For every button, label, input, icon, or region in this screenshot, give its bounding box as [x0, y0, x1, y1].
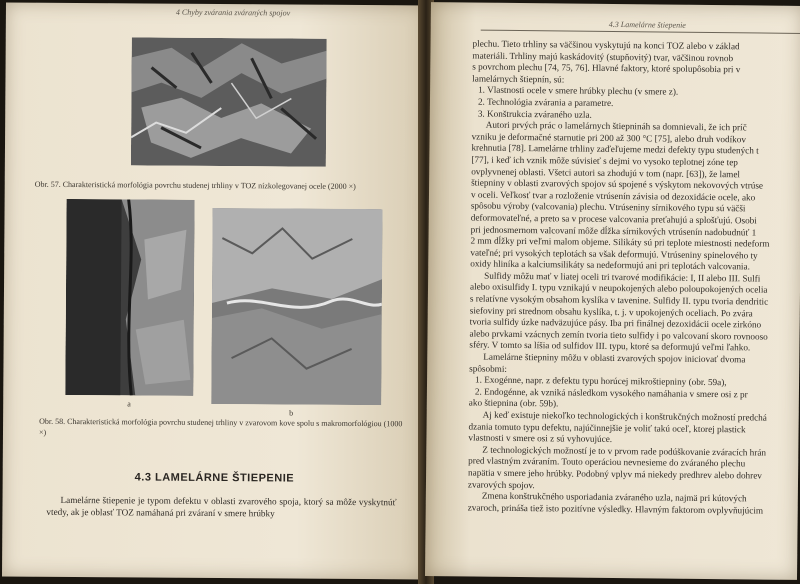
list-item: 2. Technológia zvárania a parametre.	[477, 96, 614, 108]
left-page	[2, 3, 426, 580]
text-line: ako štiepnina (obr. 59b).	[468, 397, 559, 409]
figure-58a-photo	[65, 199, 194, 396]
text-line: [77], i keď ich vznik môže súvisieť s dejmi vo vysoko teplotnej zóne tep	[471, 154, 738, 168]
text-line: s povrchom plechu [74, 75, 76]. Hlavné faktory, ktoré spolupôsobia pri v	[472, 61, 741, 75]
figure-57-photo	[131, 37, 327, 166]
text-line: materiáli. Trhliny majú kaskádovitý (stupňovitý) tvar, väčšinou rovnob	[472, 50, 734, 63]
text-line: Autori prvých prác o lamelárnych štiepnináh sa domnievali, že ich príč	[485, 119, 747, 133]
text-line: plechu. Tieto trhliny sa väčšinou vyskytujú na konci TOZ alebo v základ	[472, 38, 740, 52]
text-line: zvaroch, prináša tiež isto pozitívne výsledky. Hlavným faktorom ovplyvňujúcim	[467, 502, 764, 516]
text-line: Aj keď existuje niekoľko technologických i konštrukčných možností predchá	[482, 409, 767, 423]
text-line: napätia v smere jeho hrúbky. Podobný vplyv má niekedy predhrev alebo dohrev	[468, 467, 762, 481]
header-rule	[481, 30, 800, 34]
right-text-column	[468, 39, 800, 518]
text-line: dzania tomuto typu defektu, najúčinnejšie je voliť takú oceľ, ktorej plastick	[468, 421, 746, 434]
text-line: siefoviny pri strednom obsahu kyslíka, t. j. v upokojených oceliach. Po zvára	[469, 305, 753, 319]
text-line: vateľné; pri vysokých teplotách sa však deformujú. Vtrúseniny spinelového ty	[470, 247, 758, 261]
text-line: Z technologických možností je to v prvom rade podúškovanie zváracích hrán	[482, 444, 767, 458]
text-line: spôsobmi:	[469, 363, 508, 374]
figure-58b-photo	[211, 208, 382, 405]
list-item: 3. Konštrukcia zváraného uzla.	[477, 108, 592, 120]
text-line: krehnutia [78]. Lamelárne trhliny zaďeľujeme medzi defekty typu studených t	[471, 142, 759, 156]
text-line: oxidy hliníka a kalciumsilikáty sa nedeformujú ani pri teplotách valcovania.	[470, 258, 750, 272]
text-line: lamelárnych štiepnín, sú:	[472, 73, 565, 85]
list-item: 1. Vlastnosti ocele v smere hrúbky plechu (v smere z).	[478, 84, 679, 98]
text-line: sféry. V tomto sa líšia od sulfidov III. typu, ktoré sa deformujú veľmi ľahko.	[469, 339, 751, 353]
list-item: 2. Endogénne, ak vzniká následkom vysokého namáhania v smere osi z pr	[474, 386, 748, 400]
left-paragraph	[46, 495, 396, 521]
right-page	[425, 2, 800, 580]
text-line: 2 mm dĺžky pri veľmi malom objeme. Silikáty sú pri teplote miestnosti nedeform	[470, 235, 770, 249]
text-line: pred vlastným zváraním. Touto operáciou nevnesieme do zváraného plechu	[468, 455, 746, 469]
text-line: tvoria sulfidy úzke nadväzujúce pásy. Iba pri finálnej dezoxidácii ocele zirkóno	[469, 316, 762, 330]
running-head-right: 4.3 Lamelárne štiepenie	[608, 19, 686, 30]
text-line: pri jednosmernom valcovaní môže dĺžka sírnikových vtrúsenín nadobudnúť 1	[470, 223, 757, 237]
text-line: alebo oxisulfidy I. typu vznikajú v neupokojených alebo poloupokojených ocelia	[469, 281, 768, 296]
figure-58a-label: a	[127, 399, 131, 409]
text-line: deformovateľné, a preto sa v procese valcovania preťahujú a splošťujú. Osobi	[470, 212, 757, 226]
list-item: 1. Exogénne, napr. z defektu typu horúcej mikroštiepniny (obr. 59a),	[475, 374, 727, 388]
text-line: Lamelárne štiepniny môžu v oblasti zvarových spojov iniciovať dvoma	[483, 351, 746, 365]
text-line: štiepniny v oblasti zvarových spojov sú spojené s výskytom nekovových vtrúse	[471, 177, 764, 191]
text-line: s relatívne vysokým obsahom kyslíka v tavenine. Sulfidy II. typu tvoria dendritic	[469, 293, 769, 307]
section-heading: 4.3 LAMELÁRNE ŠTIEPENIE	[134, 471, 295, 485]
figure-57-caption: Obr. 57. Charakteristická morfológia povrchu studenej trhliny v TOZ nízkolegovanej ocele (2000 ×)	[34, 179, 356, 191]
text-line: vzniku je deformačné starnutie pri 200 až 300 °C [75], alebo druh vodíkov	[471, 131, 747, 145]
text-line: alebo prvkami vzácnych zemín tvoria tieto sulfidy i po valcovaní skoro rovnooso	[469, 328, 768, 342]
running-head-left: 4 Chyby zvárania zváraných spojov	[175, 7, 291, 18]
text-line: zvarových spojov.	[467, 479, 535, 490]
figure-58-caption: Obr. 58. Charakteristická morfológia povrchu studenej trhliny v zvarovom kove spolu s makromorfológiou (1000 ×)	[38, 416, 403, 437]
text-line: ovplyvnenej oblasti. Všetci autori sa zhodujú v tom (napr. [63]), že lamel	[471, 166, 741, 179]
text-line: vlastnosti v smere osi z sú vyhovujúce.	[468, 432, 613, 445]
paragraph-text: Lamelárne štiepenie je typom defektu v oblasti zvarového spoja, ktorý sa môže vyskytnúť vtedy, ak je oblasť TOZ namáhaná pri zváraní v smere hrúbky	[46, 494, 397, 519]
text-line: spôsobu výroby (valcovania) plechu. Vtrúseniny sírnikového typu sú väčši	[470, 200, 746, 214]
text-line: Sulfidy môžu mať v liatej oceli tri tvarové modifikácie: I, II alebo III. Sulfi	[484, 270, 761, 284]
text-line: v oceli. Veľkosť tvar a rozloženie vtrúsenín závisia od dezoxidácie ocele, ako	[470, 189, 756, 203]
text-line: Zmena konštrukčného usporiadania zváraného uzla, najmä pri kútových	[481, 490, 747, 504]
figure-58b-label: b	[289, 408, 294, 418]
